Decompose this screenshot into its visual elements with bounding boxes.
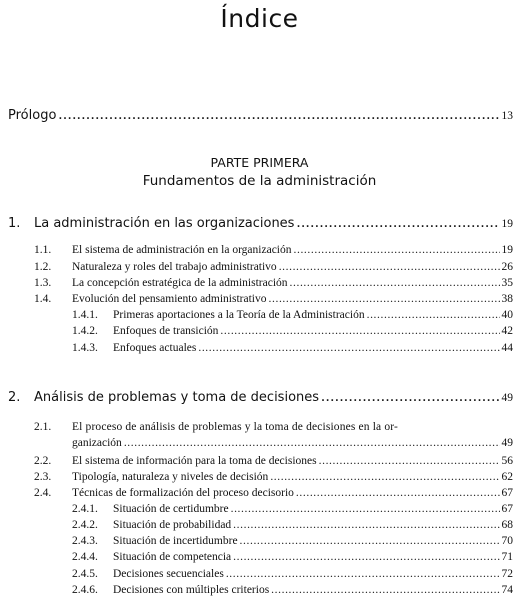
section-number: 2.1. [34,421,52,433]
page-number: 19 [501,218,513,230]
leader-dots [367,309,500,321]
leader-dots [296,214,499,232]
page-number: 13 [501,110,513,122]
page-number: 67 [501,503,513,515]
page-number: 67 [501,487,513,499]
section-number: 1.4.3. [72,342,98,354]
page-number: 42 [501,325,513,337]
section-title: Situación de certidumbre [113,503,229,515]
section-title-line1: El proceso de análisis de problemas y la toma de decisiones en la or- [72,421,398,433]
leader-dots [294,244,500,256]
part-heading: PARTE PRIMERA [210,155,309,170]
section-number: 2.4.2. [72,519,98,531]
toc-chapter-2[interactable] [8,388,513,406]
leader-dots [271,584,499,596]
section-number: 1.4.2. [72,325,98,337]
toc-subsection-2-4-1[interactable] [72,503,513,515]
toc-section-1-2[interactable] [34,261,513,273]
leader-dots [231,503,500,515]
leader-dots [321,388,499,406]
toc-subsection-1-4-1[interactable] [72,309,513,321]
prologo-label: Prólogo [8,108,57,123]
toc-section-2-2[interactable] [34,455,513,467]
toc-section-2-1-line2[interactable] [72,437,513,449]
leader-dots [233,551,499,563]
leader-dots [124,437,500,449]
toc-section-2-4[interactable] [34,487,513,499]
section-title: Tipología, naturaleza y niveles de decisión [72,471,269,483]
page-number: 62 [501,471,513,483]
leader-dots [198,342,499,354]
toc-section-2-3[interactable] [34,471,513,483]
section-number: 2.2. [34,455,52,467]
leader-dots [270,471,499,483]
leader-dots [226,568,500,580]
chapter-title: La administración en las organizaciones [34,216,295,231]
page-number: 49 [501,392,513,404]
section-number: 1.3. [34,277,52,289]
page-number: 44 [501,342,513,354]
page-number: 26 [501,261,513,273]
leader-dots [220,325,499,337]
page-number: 40 [501,309,513,321]
section-title: Situación de incertidumbre [113,535,238,547]
toc-subsection-2-4-4[interactable] [72,551,513,563]
page-number: 70 [501,535,513,547]
toc-subsection-1-4-2[interactable] [72,325,513,337]
section-number: 2.4.3. [72,535,98,547]
section-title: El sistema de administración en la organización [72,244,292,256]
page-number: 71 [501,551,513,563]
section-number: 2.4.5. [72,568,98,580]
toc-section-1-3[interactable] [34,277,513,289]
page-number: 68 [501,519,513,531]
section-title: Naturaleza y roles del trabajo administrativo [72,261,277,273]
section-number: 2.4.6. [72,584,98,596]
toc-section-1-4[interactable] [34,293,513,305]
section-title: Evolución del pensamiento administrativo [72,293,267,305]
section-number: 1.4.1. [72,309,98,321]
toc-section-2-1-line1[interactable] [34,421,513,433]
section-number: 2.4.1. [72,503,98,515]
toc-subsection-2-4-5[interactable] [72,568,513,580]
page-number: 49 [501,437,513,449]
page-number: 19 [501,244,513,256]
leader-dots [58,106,499,124]
section-number: 1.4. [34,293,52,305]
section-number: 2.4. [34,487,52,499]
section-number: 1.2. [34,261,52,273]
toc-subsection-2-4-6[interactable] [72,584,513,596]
toc-chapter-1[interactable] [8,214,513,232]
leader-dots [233,519,499,531]
page-number: 74 [501,584,513,596]
toc-subsection-2-4-2[interactable] [72,519,513,531]
chapter-number: 1. [8,216,21,231]
leader-dots [319,455,500,467]
part-subtitle: Fundamentos de la administración [142,173,377,189]
page-title: Índice [220,4,299,33]
section-title: Decisiones con múltiples criterios [113,584,270,596]
section-title: Situación de probabilidad [113,519,232,531]
page-number: 72 [501,568,513,580]
toc-subsection-2-4-3[interactable] [72,535,513,547]
section-title: La concepción estratégica de la administración [72,277,288,289]
section-number: 1.1. [34,244,52,256]
toc-section-1-1[interactable] [34,244,513,256]
section-title: Enfoques de transición [113,325,219,337]
leader-dots [269,293,500,305]
section-title: Primeras aportaciones a la Teoría de la Administración [113,309,365,321]
chapter-title: Análisis de problemas y toma de decisiones [34,390,320,405]
leader-dots [240,535,500,547]
toc-subsection-1-4-3[interactable] [72,342,513,354]
section-title: Decisiones secuenciales [113,568,224,580]
section-number: 2.3. [34,471,52,483]
toc-entry-prologo[interactable] [8,106,513,124]
leader-dots [296,487,500,499]
section-title: El sistema de información para la toma de decisiones [72,455,317,467]
page-number: 56 [501,455,513,467]
leader-dots [290,277,500,289]
leader-dots [279,261,500,273]
section-title: Técnicas de formalización del proceso decisorio [72,487,294,499]
section-number: 2.4.4. [72,551,98,563]
page-number: 38 [501,293,513,305]
section-title: Situación de competencia [113,551,232,563]
page-number: 35 [501,277,513,289]
chapter-number: 2. [8,390,21,405]
section-title: Enfoques actuales [113,342,197,354]
section-title-line2: ganización [72,437,122,449]
